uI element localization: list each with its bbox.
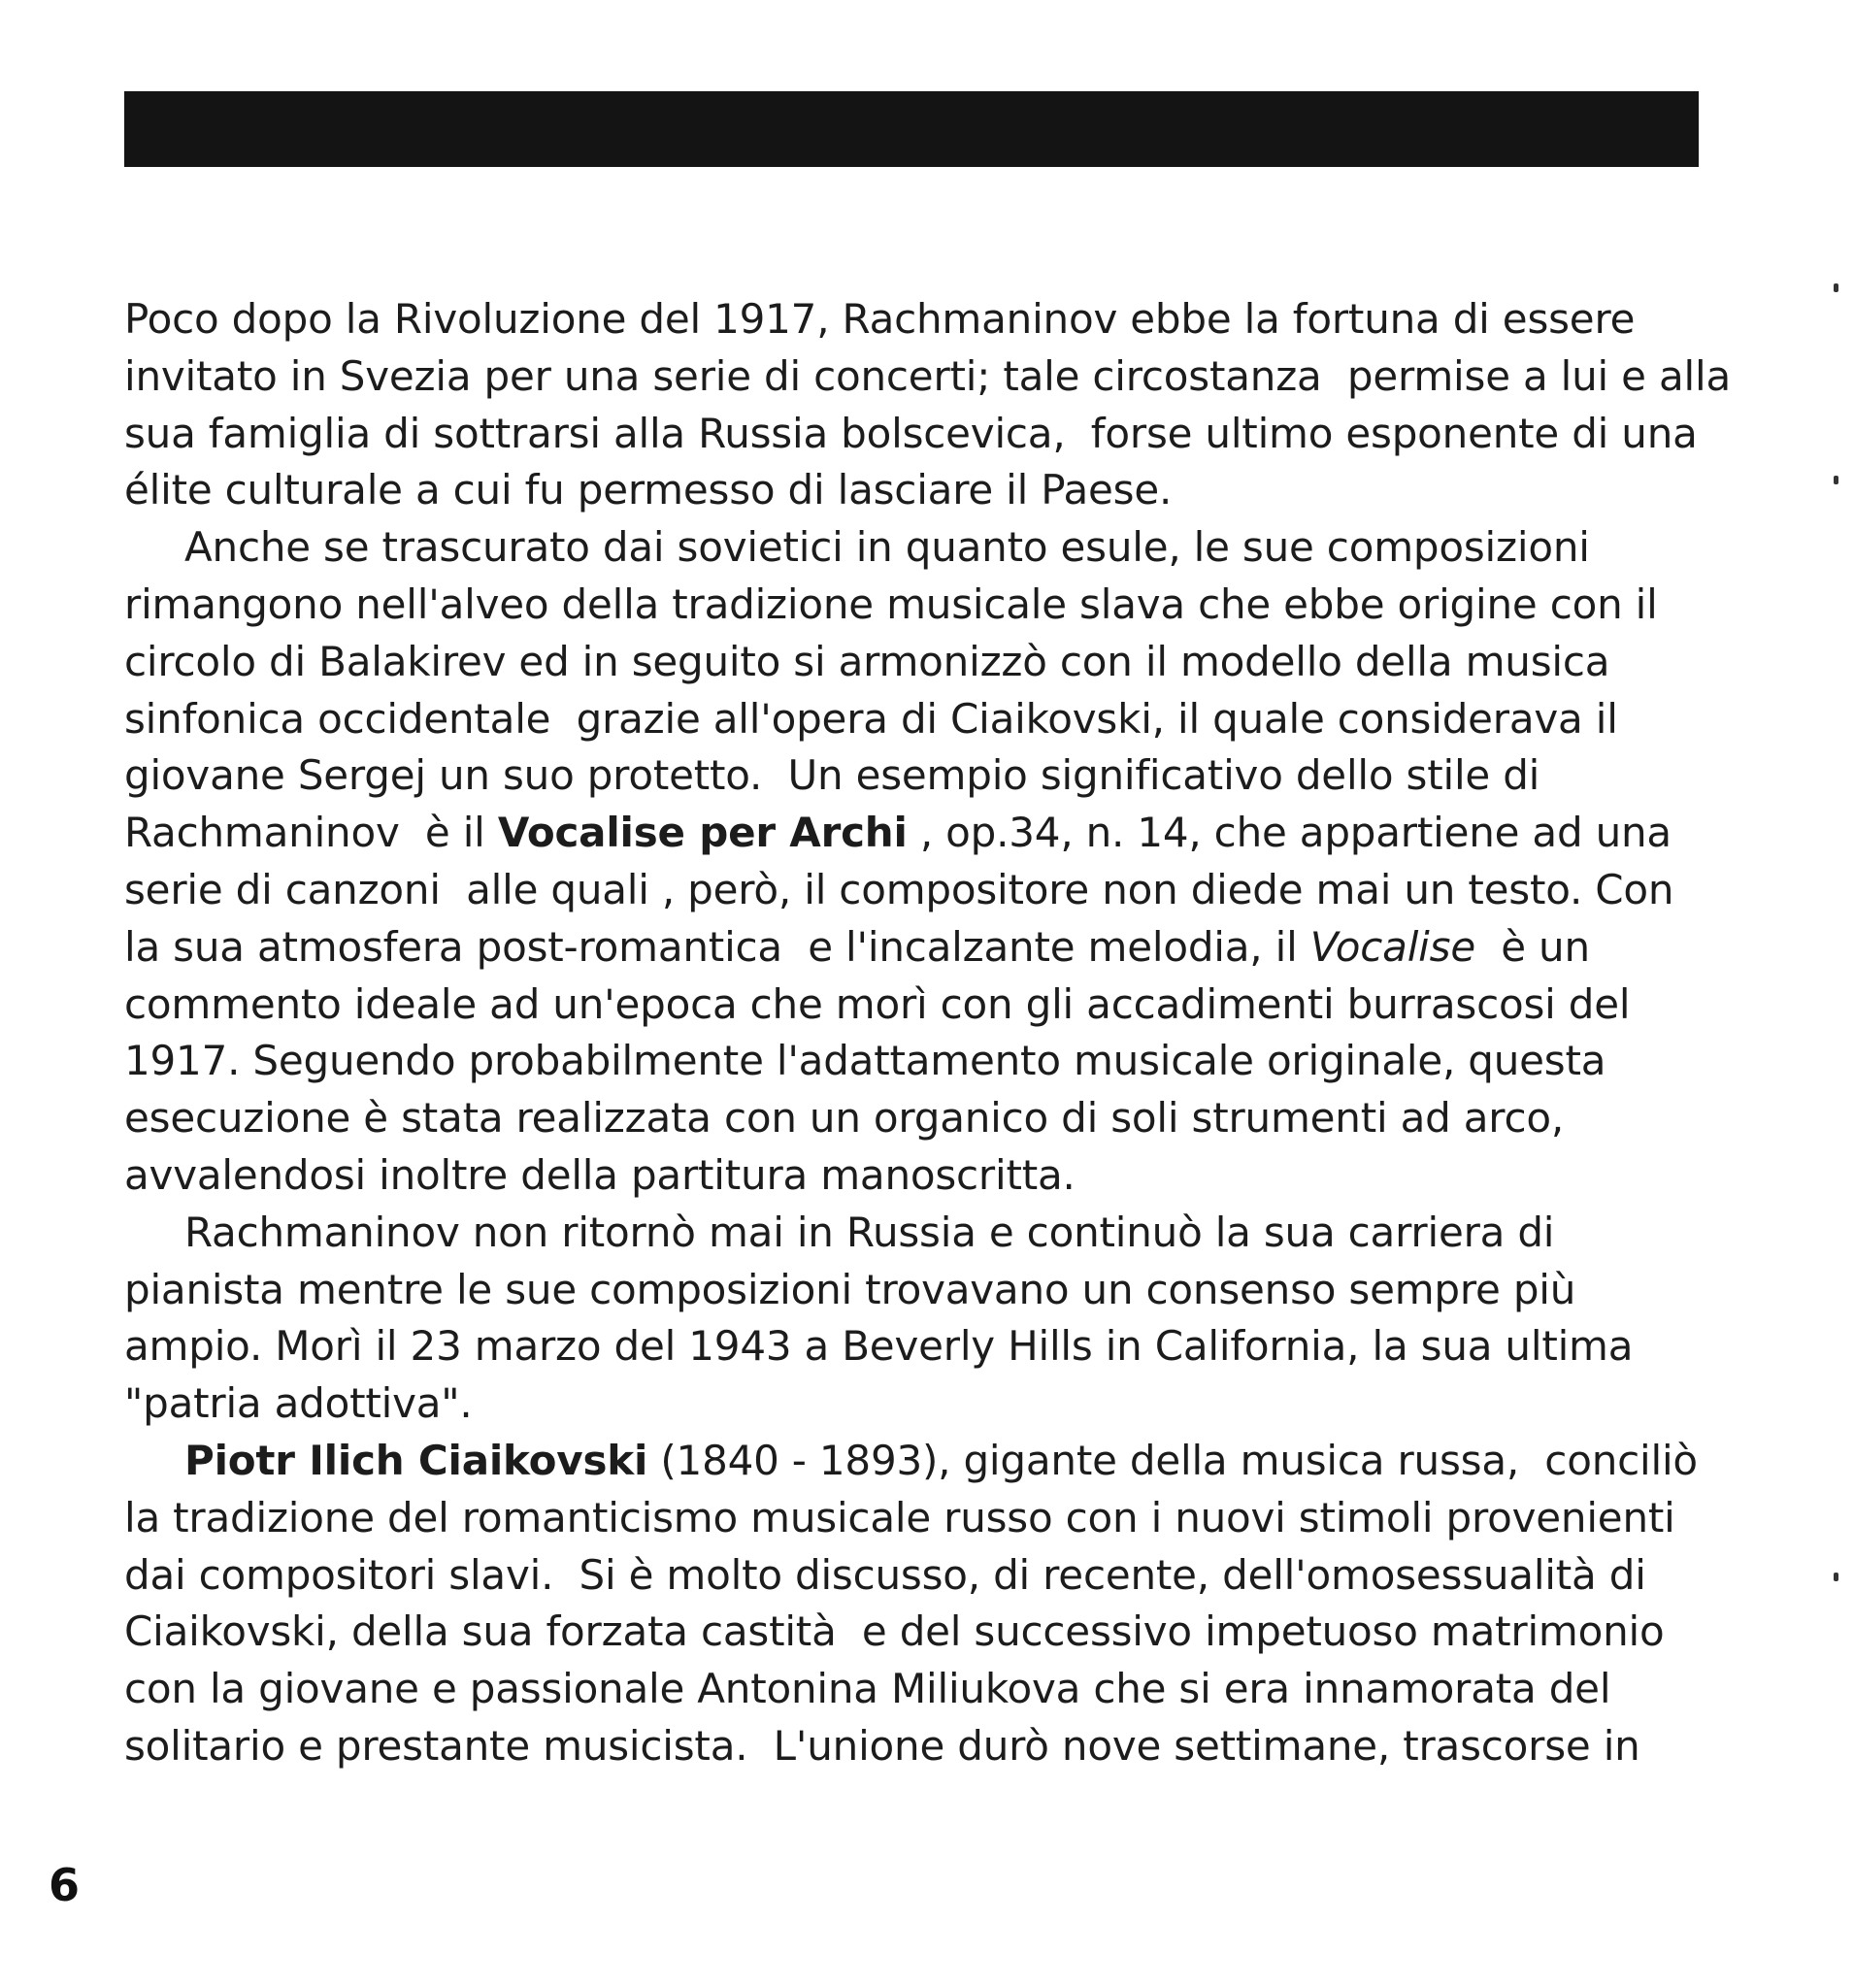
text-line	[124, 1490, 1736, 1547]
text-line	[124, 805, 1736, 862]
text-run: Poco dopo la Rivoluzione del 1917, Rachmaninov ebbe la fortuna di essere	[124, 295, 1636, 343]
text-line	[124, 691, 1736, 748]
text-line	[124, 634, 1736, 691]
text-run: la tradizione del romanticismo musicale russo con i nuovi stimoli provenienti	[124, 1493, 1675, 1541]
text-line	[124, 462, 1736, 519]
text-run: serie di canzoni alle quali , però, il compositore non diede mai un testo. Con	[124, 865, 1674, 913]
text-line	[124, 291, 1736, 348]
italic-text: Vocalise	[1309, 922, 1475, 971]
page-number: 6	[49, 1859, 81, 1911]
text-run: solitario e prestante musicista. L'unione durò nove settimane, trascorse in	[124, 1721, 1640, 1770]
text-line	[124, 747, 1736, 805]
text-line	[124, 919, 1736, 977]
scan-speck	[1834, 1573, 1838, 1581]
text-run: , op.34, n. 14, che appartiene ad una	[907, 809, 1672, 857]
text-run: Ciaikovski, della sua forzata castità e del successivo impetuoso matrimonio	[124, 1607, 1665, 1656]
text-run: sua famiglia di sottrarsi alla Russia bolscevica, forse ultimo esponente di una	[124, 409, 1698, 457]
text-line	[124, 1033, 1736, 1090]
text-run: Anche se trascurato dai sovietici in quanto esule, le sue composizioni	[184, 523, 1590, 572]
text-run: la sua atmosfera post-romantica e l'incalzante melodia, il	[124, 922, 1310, 971]
text-run: con la giovane e passionale Antonina Miliukova che si era innamorata del	[124, 1665, 1611, 1713]
text-run: pianista mentre le sue composizioni trovavano un consenso sempre più	[124, 1265, 1576, 1313]
text-line	[124, 1375, 1736, 1433]
text-line	[124, 1547, 1736, 1605]
text-line	[124, 406, 1736, 463]
bold-text: Vocalise per Archi	[497, 809, 908, 857]
text-run: invitato in Svezia per una serie di concerti; tale circostanza permise a lui e alla	[124, 351, 1731, 400]
text-run: ampio. Morì il 23 marzo del 1943 a Beverly Hills in California, la sua ultima	[124, 1322, 1634, 1371]
text-run: (1840 - 1893), gigante della musica russa, conciliò	[647, 1436, 1698, 1484]
text-line	[124, 977, 1736, 1034]
scan-speck	[1834, 476, 1838, 484]
text-line	[124, 577, 1736, 634]
scan-speck	[1834, 283, 1838, 292]
text-line	[124, 1661, 1736, 1718]
text-line	[124, 1718, 1736, 1775]
body-text	[124, 291, 1736, 1775]
text-run: dai compositori slavi. Si è molto discusso, di recente, dell'omosessualità di	[124, 1550, 1646, 1599]
text-run: rimangono nell'alveo della tradizione musicale slava che ebbe origine con il	[124, 580, 1658, 628]
text-line	[124, 1147, 1736, 1205]
text-run: esecuzione è stata realizzata con un organico di soli strumenti ad arco,	[124, 1094, 1564, 1143]
bold-text: Piotr Ilich Ciaikovski	[184, 1436, 648, 1484]
text-run: è un	[1474, 922, 1590, 971]
text-run: "patria adottiva".	[124, 1379, 473, 1428]
text-run: commento ideale ad un'epoca che morì con gli accadimenti burrascosi del	[124, 979, 1631, 1028]
text-run: giovane Sergej un suo protetto. Un esempio significativo dello stile di	[124, 751, 1540, 800]
text-run: sinfonica occidentale grazie all'opera di Ciaikovski, il quale considerava il	[124, 694, 1618, 743]
text-line	[124, 1090, 1736, 1147]
text-run: avvalendosi inoltre della partitura manoscritta.	[124, 1150, 1076, 1199]
text-line	[124, 862, 1736, 919]
text-line	[124, 1433, 1736, 1490]
header-black-bar	[124, 91, 1699, 167]
text-line	[124, 1205, 1736, 1262]
text-run: Rachmaninov non ritornò mai in Russia e continuò la sua carriera di	[184, 1208, 1555, 1256]
text-line	[124, 519, 1736, 577]
text-run: 1917. Seguendo probabilmente l'adattamento musicale originale, questa	[124, 1037, 1606, 1085]
text-line	[124, 1318, 1736, 1375]
text-line	[124, 1262, 1736, 1319]
text-run: circolo di Balakirev ed in seguito si armonizzò con il modello della musica	[124, 637, 1610, 685]
text-run: élite culturale a cui fu permesso di lasciare il Paese.	[124, 466, 1173, 514]
text-line	[124, 1604, 1736, 1661]
text-run: Rachmaninov è il	[124, 809, 498, 857]
text-line	[124, 348, 1736, 406]
